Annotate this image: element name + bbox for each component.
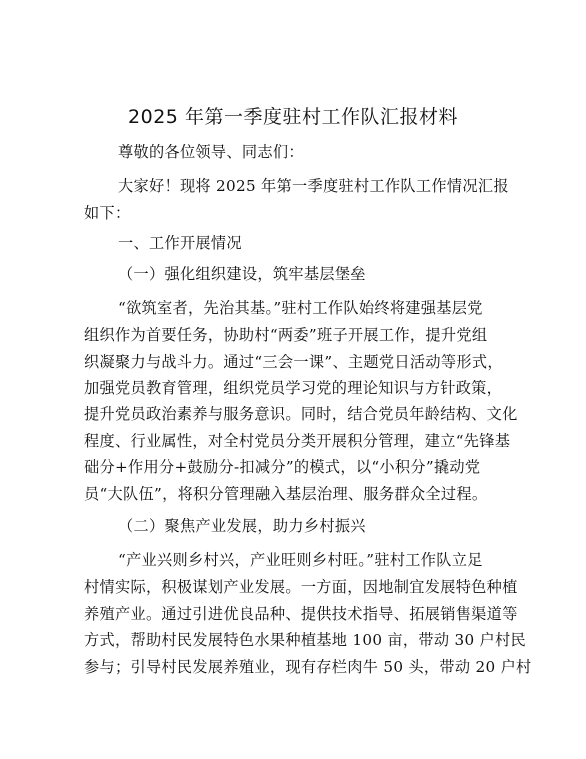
paragraph-line: 提升党员政治素养与服务意识。同时，结合党员年龄结构、文化 [84, 405, 518, 423]
paragraph-line: 如下： [84, 204, 131, 222]
paragraph-line: 础分+作用分+鼓励分-扣减分”的模式，以“小积分”撬动党 [84, 458, 481, 476]
subsection-heading: （二）聚焦产业发展，助力乡村振兴 [118, 517, 366, 535]
paragraph-line: 加强党员教育管理，组织党员学习党的理论知识与方针政策， [84, 379, 503, 397]
salutation: 尊敬的各位领导、同志们： [118, 143, 304, 161]
paragraph-line: “欲筑室者，先治其基。”驻村工作队始终将建强基层党 [118, 299, 483, 317]
subsection-heading: （一）强化组织建设，筑牢基层堡垒 [118, 265, 366, 283]
section-heading: 一、工作开展情况 [118, 234, 242, 252]
paragraph-line: 织凝聚力与战斗力。通过“三会一课”、主题党日活动等形式， [84, 353, 503, 371]
paragraph-line: “产业兴则乡村兴，产业旺则乡村旺。”驻村工作队立足 [118, 551, 483, 569]
paragraph-line: 养殖产业。通过引进优良品种、提供技术指导、拓展销售渠道等 [84, 605, 518, 623]
paragraph-line: 方式，帮助村民发展特色水果种植基地 100 亩，带动 30 户村民 [84, 631, 527, 649]
document-title: 2025 年第一季度驻村工作队汇报材料 [128, 106, 458, 128]
paragraph-line: 大家好！现将 2025 年第一季度驻村工作队工作情况汇报 [118, 177, 509, 195]
paragraph-line: 组织作为首要任务，协助村“两委”班子开展工作，提升党组 [84, 326, 488, 344]
paragraph-line: 程度、行业属性，对全村党员分类开展积分管理，建立“先锋基 [84, 432, 511, 450]
paragraph-line: 参与；引导村民发展养殖业，现有存栏肉牛 50 头，带动 20 户村 [84, 658, 532, 676]
paragraph-line: 村情实际，积极谋划产业发展。一方面，因地制宜发展特色种植 [84, 578, 518, 596]
paragraph-line: 员“大队伍”，将积分管理融入基层治理、服务群众全过程。 [84, 485, 488, 503]
